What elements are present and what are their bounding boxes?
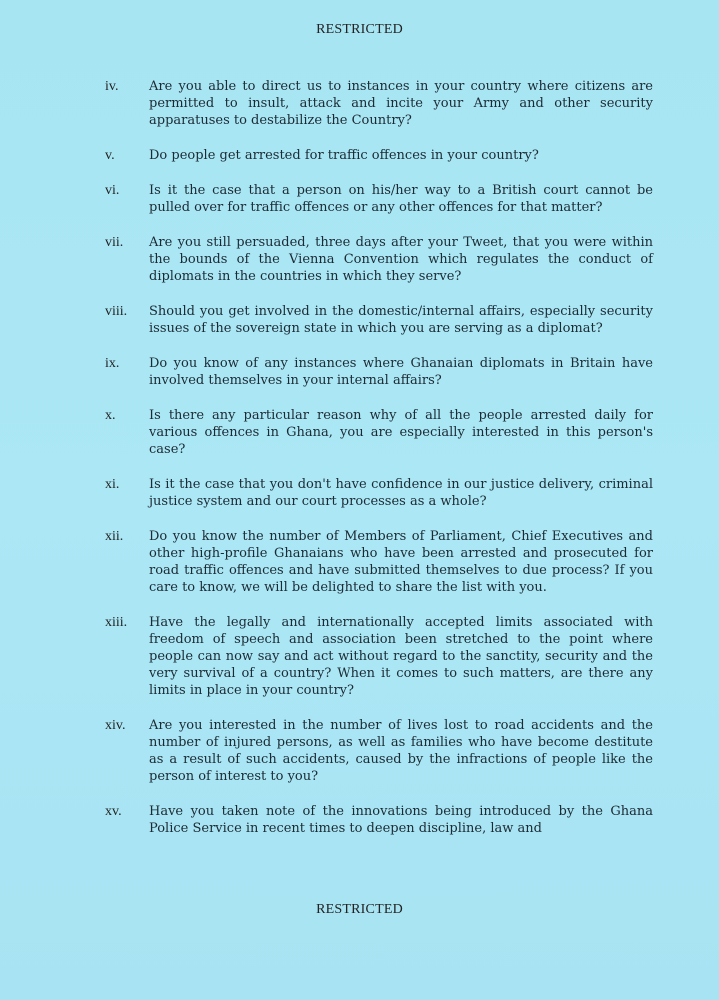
question-text: Have you taken note of the innovations being introduced by the Ghana Police Service in recent times to deepen discipline, law and xyxy=(149,804,653,836)
question-numeral: viii. xyxy=(105,304,128,319)
question-numeral: xiii. xyxy=(105,615,128,630)
question-item-vi xyxy=(0,182,719,216)
question-text: Is it the case that a person on his/her way to a British court cannot be pulled over for traffic offences or any other offences for that matter? xyxy=(149,183,653,215)
question-numeral: xii. xyxy=(105,529,124,544)
header-classification-marking: RESTRICTED xyxy=(316,22,403,37)
question-text: Do people get arrested for traffic offences in your country? xyxy=(149,148,539,163)
question-numeral: vi. xyxy=(105,183,120,198)
question-item-vii xyxy=(0,234,719,285)
question-item-xiv xyxy=(0,717,719,785)
question-numeral: iv. xyxy=(105,79,119,94)
footer-classification-marking: RESTRICTED xyxy=(316,902,403,917)
question-item-v xyxy=(0,147,719,164)
question-numeral: v. xyxy=(105,148,115,163)
question-item-xii xyxy=(0,528,719,596)
question-item-xi xyxy=(0,476,719,510)
question-text: Is it the case that you don't have confidence in our justice delivery, criminal justice system and our court processes as a whole? xyxy=(149,477,653,509)
question-text: Are you interested in the number of lives lost to road accidents and the number of injured persons, as well as families who have become destitute as a result of such accidents, caused by the infractions of people like the person of interest to you? xyxy=(149,718,653,784)
question-item-iv xyxy=(0,78,719,129)
question-text: Do you know of any instances where Ghanaian diplomats in Britain have involved themselves in your internal affairs? xyxy=(149,356,653,388)
question-text: Is there any particular reason why of all the people arrested daily for various offences in Ghana, you are especially interested in this person's case? xyxy=(149,408,653,457)
question-text: Are you able to direct us to instances in your country where citizens are permitted to insult, attack and incite your Army and other security apparatuses to destabilize the Country? xyxy=(149,79,653,128)
question-numeral: vii. xyxy=(105,235,124,250)
question-item-xv xyxy=(0,803,719,837)
question-list xyxy=(0,78,719,855)
question-numeral: x. xyxy=(105,408,116,423)
question-text: Do you know the number of Members of Parliament, Chief Executives and other high-profile Ghanaians who have been arrested and prosecuted for road traffic offences and have submitted themselves to due process? If you care to know, we will be delighted to share the list with you. xyxy=(149,529,653,595)
question-numeral: xi. xyxy=(105,477,120,492)
question-text: Are you still persuaded, three days after your Tweet, that you were within the bounds of the Vienna Convention which regulates the conduct of diplomats in the countries in which they serve? xyxy=(149,235,653,284)
question-item-viii xyxy=(0,303,719,337)
question-item-x xyxy=(0,407,719,458)
question-numeral: xiv. xyxy=(105,718,126,733)
question-item-ix xyxy=(0,355,719,389)
question-item-xiii xyxy=(0,614,719,699)
question-text: Have the legally and internationally accepted limits associated with freedom of speech and association been stretched to the point where people can now say and act without regard to the sanctity, security and the very survival of a country? When it comes to such matters, are there any limits in place in your country? xyxy=(149,615,653,698)
question-text: Should you get involved in the domestic/internal affairs, especially security issues of the sovereign state in which you are serving as a diplomat? xyxy=(149,304,653,336)
question-numeral: xv. xyxy=(105,804,122,819)
question-numeral: ix. xyxy=(105,356,120,371)
